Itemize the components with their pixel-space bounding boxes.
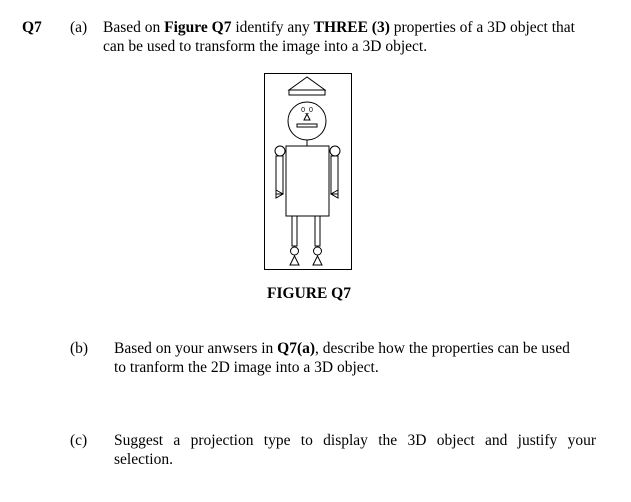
- part-c-text: [114, 431, 596, 469]
- part-c-label: (c): [70, 432, 88, 449]
- part-a-line-2: can be used to transform the image into a 3D object.: [103, 38, 428, 55]
- robot-right-knee: [314, 247, 322, 255]
- part-a-text: [103, 18, 603, 56]
- part-a-line-1: Based on Figure Q7 identify any THREE (3) properties of a 3D object that: [103, 19, 575, 36]
- robot-hat: [289, 77, 325, 90]
- robot-right-arm: [331, 156, 338, 194]
- robot-body: [286, 146, 329, 216]
- robot-eyes: 0_0: [301, 107, 313, 114]
- robot-nose: [304, 114, 310, 120]
- robot-right-foot: [313, 256, 322, 265]
- part-c-line-2: selection.: [114, 451, 173, 468]
- part-b-line-2: to tranform the 2D image into a 3D object.: [114, 359, 379, 376]
- figure-q7-drawing: [263, 72, 355, 272]
- robot-left-arm: [276, 156, 283, 194]
- robot-mouth: [297, 124, 317, 127]
- part-b-text: [114, 339, 604, 377]
- robot-hat-brim: [289, 90, 325, 95]
- robot-left-leg: [292, 216, 297, 246]
- robot-right-leg: [315, 216, 320, 246]
- part-a-label: (a): [70, 19, 88, 36]
- robot-left-knee: [291, 247, 299, 255]
- robot-left-foot: [290, 256, 299, 265]
- part-b-label: (b): [70, 340, 89, 357]
- robot-right-shoulder: [330, 146, 340, 156]
- robot-left-shoulder: [275, 146, 285, 156]
- part-b-line-1: Based on your anwsers in Q7(a), describe how the properties can be used: [114, 340, 570, 357]
- question-number: Q7: [22, 19, 42, 36]
- part-c-line-1: Suggest a projection type to display the 3D object and justify your: [114, 432, 596, 449]
- figure-caption: FIGURE Q7: [267, 285, 351, 302]
